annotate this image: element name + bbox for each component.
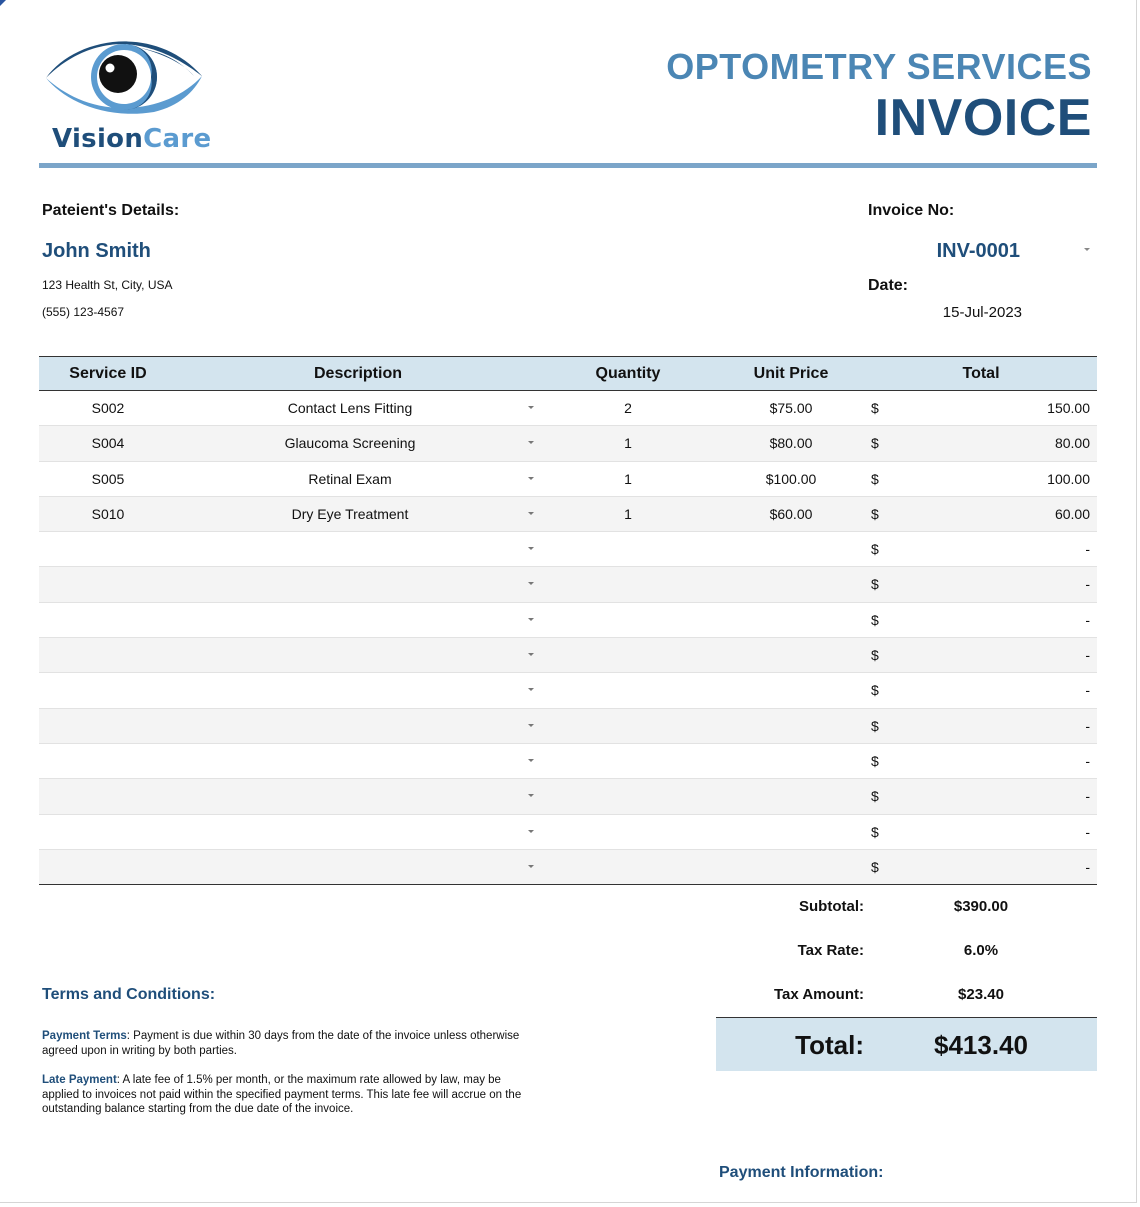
- service-id-cell[interactable]: S005: [91, 470, 125, 487]
- tax-rate-label: Tax Rate:: [797, 942, 864, 959]
- payment-information-title: Payment Information:: [719, 1164, 884, 1181]
- tax-rate-value[interactable]: 6.0%: [963, 942, 999, 959]
- service-id-cell[interactable]: [39, 744, 177, 778]
- late-payment-paragraph: [42, 1073, 528, 1117]
- payment-terms-text: : Payment is due within 30 days from the date of the invoice unless otherwise agreed upon in writing by both parties.: [42, 1030, 520, 1057]
- description-cell[interactable]: [199, 673, 501, 707]
- invoice-number-select[interactable]: INV-0001: [936, 240, 1020, 262]
- quantity-cell[interactable]: 1: [624, 435, 632, 452]
- corner-marker: [0, 0, 6, 6]
- currency-symbol: $: [871, 576, 879, 593]
- invoice-date[interactable]: 15-Jul-2023: [942, 304, 1022, 321]
- document-subtitle: OPTOMETRY SERVICES: [666, 46, 1092, 87]
- quantity-cell[interactable]: [558, 815, 698, 849]
- table-row: [39, 391, 1097, 426]
- dropdown-arrow-icon[interactable]: [528, 850, 534, 884]
- currency-symbol: $: [871, 470, 879, 487]
- unit-price-cell: [719, 532, 863, 566]
- unit-price-cell: $60.00: [769, 505, 813, 522]
- unit-price-cell: $80.00: [769, 435, 813, 452]
- unit-price-cell: [719, 779, 863, 813]
- dropdown-arrow-icon[interactable]: [528, 709, 534, 743]
- currency-symbol: $: [871, 541, 879, 558]
- quantity-cell[interactable]: [558, 532, 698, 566]
- table-row: [39, 426, 1097, 461]
- unit-price-cell: [719, 638, 863, 672]
- line-total-cell: 100.00: [1047, 470, 1090, 487]
- service-id-cell[interactable]: [39, 779, 177, 813]
- dropdown-arrow-icon[interactable]: [528, 638, 534, 672]
- payment-terms-paragraph: [42, 1029, 542, 1058]
- table-row: [39, 462, 1097, 497]
- patient-address[interactable]: 123 Health St, City, USA: [42, 278, 173, 292]
- table-row: [39, 638, 1097, 673]
- line-total-cell: -: [1085, 858, 1090, 875]
- line-total-cell: -: [1085, 752, 1090, 769]
- eye-icon: [44, 30, 204, 122]
- service-id-cell[interactable]: [39, 709, 177, 743]
- quantity-cell[interactable]: [558, 567, 698, 601]
- line-total-cell: 150.00: [1047, 400, 1090, 416]
- quantity-cell[interactable]: [558, 779, 698, 813]
- quantity-cell[interactable]: [558, 709, 698, 743]
- header-divider: [39, 163, 1097, 168]
- dropdown-arrow-icon[interactable]: [528, 532, 534, 566]
- late-payment-text: : A late fee of 1.5% per month, or the maximum rate allowed by law, may be applied to invoices not paid within the specified payment terms. This late fee will accrue on the outstanding balance starting from the due date of the invoice.: [42, 1074, 522, 1115]
- unit-price-cell: [719, 709, 863, 743]
- service-id-cell[interactable]: S002: [91, 400, 125, 416]
- description-cell[interactable]: Retinal Exam: [308, 470, 392, 487]
- tax-amount-value: $23.40: [958, 986, 1004, 1003]
- late-payment-label: Late Payment: [42, 1074, 117, 1086]
- quantity-cell[interactable]: [558, 673, 698, 707]
- brand-name-part1: Vision: [52, 124, 144, 154]
- currency-symbol: $: [871, 505, 879, 522]
- description-cell[interactable]: [199, 744, 501, 778]
- services-table: [39, 356, 1097, 885]
- service-id-cell[interactable]: S010: [91, 505, 125, 522]
- table-row: [39, 567, 1097, 602]
- dropdown-arrow-icon[interactable]: [1084, 248, 1090, 251]
- line-total-cell: -: [1085, 682, 1090, 699]
- quantity-cell[interactable]: 2: [624, 400, 632, 416]
- currency-symbol: $: [871, 435, 879, 452]
- description-cell[interactable]: [199, 850, 501, 884]
- dropdown-arrow-icon[interactable]: [528, 779, 534, 813]
- header-quantity: Quantity: [595, 365, 661, 382]
- unit-price-cell: [719, 744, 863, 778]
- description-cell[interactable]: Glaucoma Screening: [284, 435, 416, 452]
- quantity-cell[interactable]: [558, 603, 698, 637]
- line-total-cell: -: [1085, 823, 1090, 840]
- header-description: Description: [313, 365, 402, 382]
- header-service-id: Service ID: [69, 365, 147, 382]
- patient-name[interactable]: John Smith: [42, 240, 151, 262]
- description-cell[interactable]: [199, 603, 501, 637]
- quantity-cell[interactable]: [558, 744, 698, 778]
- unit-price-cell: $100.00: [765, 470, 817, 487]
- line-total-cell: -: [1085, 717, 1090, 734]
- company-logo: [44, 30, 212, 155]
- service-id-cell[interactable]: [39, 567, 177, 601]
- line-total-cell: -: [1085, 576, 1090, 593]
- line-total-cell: 80.00: [1054, 435, 1090, 452]
- description-cell[interactable]: [199, 567, 501, 601]
- invoice-number-label: Invoice No:: [868, 202, 955, 219]
- dropdown-arrow-icon[interactable]: [528, 391, 534, 425]
- subtotal-label: Subtotal:: [799, 898, 864, 915]
- dropdown-arrow-icon[interactable]: [528, 497, 534, 531]
- currency-symbol: $: [871, 682, 879, 699]
- quantity-cell[interactable]: [558, 850, 698, 884]
- service-id-cell[interactable]: S004: [91, 435, 125, 452]
- currency-symbol: $: [871, 858, 879, 875]
- dropdown-arrow-icon[interactable]: [528, 603, 534, 637]
- table-row: [39, 603, 1097, 638]
- table-row: [39, 779, 1097, 814]
- brand-name-part2: Care: [143, 124, 212, 154]
- table-row: [39, 815, 1097, 850]
- unit-price-cell: [719, 603, 863, 637]
- patient-details-label: Pateient's Details:: [42, 202, 180, 219]
- dropdown-arrow-icon[interactable]: [528, 567, 534, 601]
- document-title: INVOICE: [874, 89, 1092, 147]
- description-cell[interactable]: [199, 779, 501, 813]
- table-row: [39, 744, 1097, 779]
- grand-total-value: $413.40: [934, 1030, 1028, 1060]
- description-cell[interactable]: [199, 815, 501, 849]
- description-cell[interactable]: Contact Lens Fitting: [287, 400, 413, 416]
- payment-terms-label: Payment Terms: [42, 1030, 127, 1042]
- currency-symbol: $: [871, 611, 879, 628]
- table-row: [39, 673, 1097, 708]
- line-total-cell: -: [1085, 611, 1090, 628]
- line-total-cell: -: [1085, 647, 1090, 664]
- table-row: [39, 709, 1097, 744]
- table-row: [39, 497, 1097, 532]
- currency-symbol: $: [871, 400, 879, 416]
- quantity-cell[interactable]: [558, 638, 698, 672]
- line-total-cell: -: [1085, 541, 1090, 558]
- quantity-cell[interactable]: 1: [624, 470, 632, 487]
- unit-price-cell: [719, 567, 863, 601]
- description-cell[interactable]: Dry Eye Treatment: [291, 505, 409, 522]
- currency-symbol: $: [871, 823, 879, 840]
- table-row: [39, 532, 1097, 567]
- service-id-cell[interactable]: [39, 850, 177, 884]
- table-row: [39, 850, 1097, 885]
- service-id-cell[interactable]: [39, 673, 177, 707]
- currency-symbol: $: [871, 752, 879, 769]
- service-id-cell[interactable]: [39, 638, 177, 672]
- unit-price-cell: $75.00: [769, 400, 813, 416]
- dropdown-arrow-icon[interactable]: [528, 462, 534, 496]
- currency-symbol: $: [871, 647, 879, 664]
- subtotal-value: $390.00: [953, 898, 1009, 915]
- date-label: Date:: [868, 277, 909, 294]
- line-total-cell: -: [1085, 788, 1090, 805]
- unit-price-cell: [719, 815, 863, 849]
- terms-title: Terms and Conditions:: [42, 986, 216, 1003]
- grand-total-label: Total:: [795, 1030, 864, 1060]
- table-header: [39, 356, 1097, 391]
- description-cell[interactable]: [199, 709, 501, 743]
- quantity-cell[interactable]: 1: [624, 505, 632, 522]
- grand-total-box: [716, 1017, 1097, 1071]
- service-id-cell[interactable]: [39, 815, 177, 849]
- brand-name: [52, 124, 211, 154]
- currency-symbol: $: [871, 788, 879, 805]
- service-id-cell[interactable]: [39, 603, 177, 637]
- tax-amount-label: Tax Amount:: [774, 986, 864, 1003]
- unit-price-cell: [719, 850, 863, 884]
- dropdown-arrow-icon[interactable]: [528, 673, 534, 707]
- dropdown-arrow-icon[interactable]: [528, 815, 534, 849]
- description-cell[interactable]: [199, 638, 501, 672]
- table-body: [39, 391, 1097, 885]
- dropdown-arrow-icon[interactable]: [528, 744, 534, 778]
- currency-symbol: $: [871, 717, 879, 734]
- patient-phone[interactable]: (555) 123-4567: [42, 305, 125, 319]
- line-total-cell: 60.00: [1054, 505, 1090, 522]
- description-cell[interactable]: [199, 532, 501, 566]
- service-id-cell[interactable]: [39, 532, 177, 566]
- header-unit-price: Unit Price: [753, 365, 829, 382]
- header-total: Total: [962, 365, 1000, 382]
- dropdown-arrow-icon[interactable]: [528, 426, 534, 460]
- unit-price-cell: [719, 673, 863, 707]
